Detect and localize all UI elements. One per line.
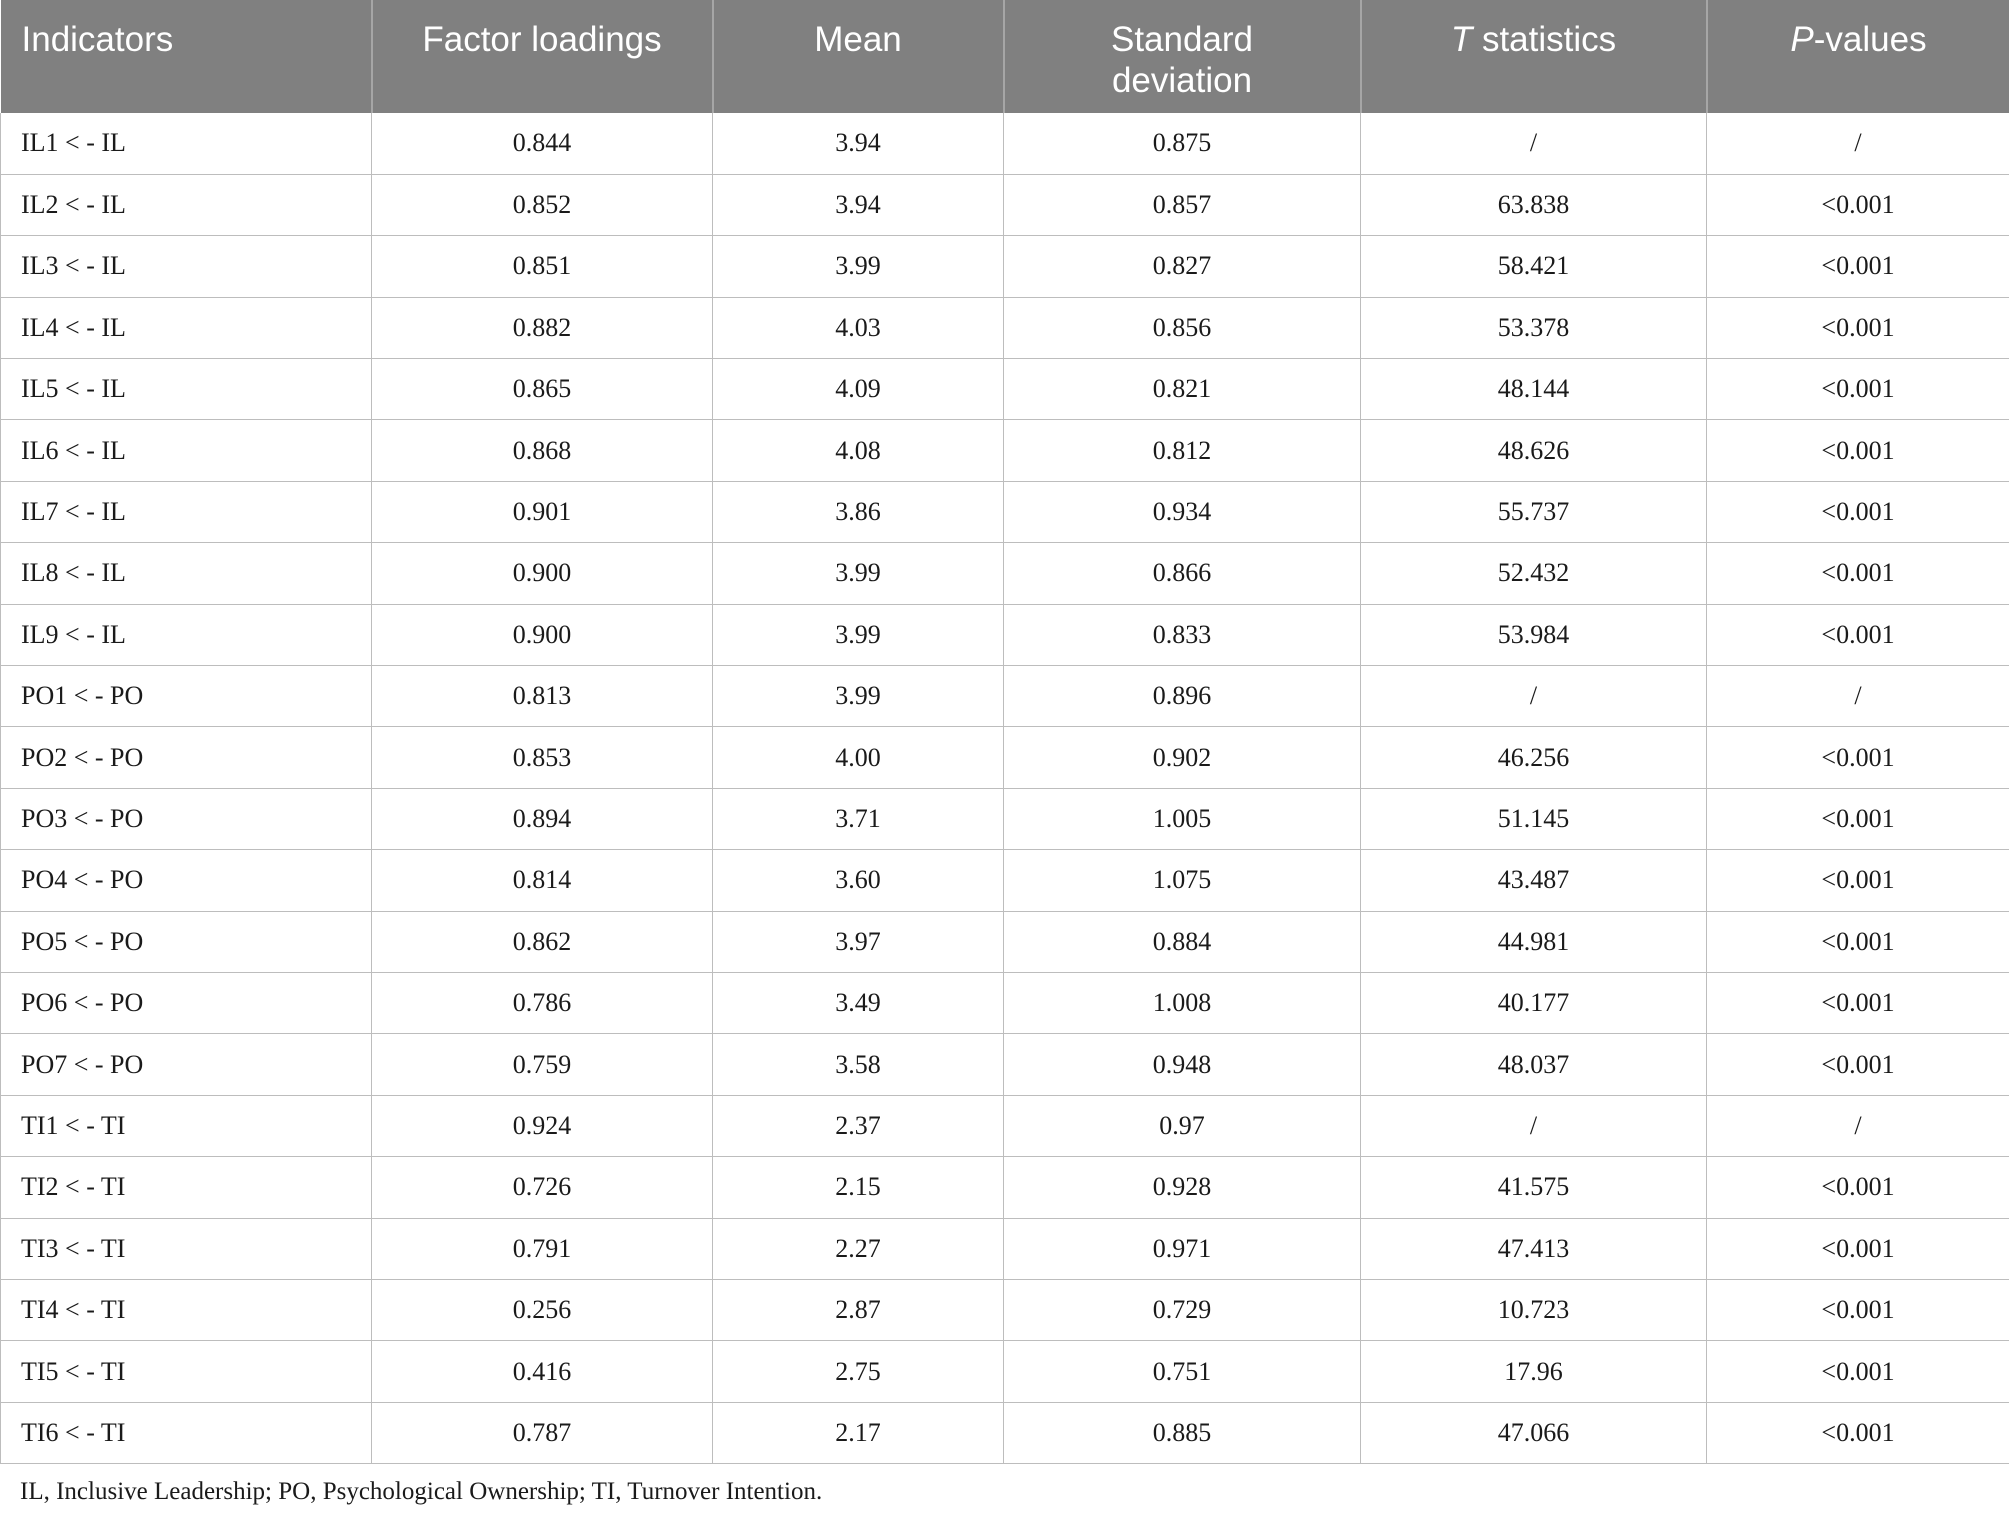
- t-statistic-cell: 17.96: [1361, 1341, 1707, 1402]
- mean-cell: 3.99: [713, 666, 1004, 727]
- table-row: [1, 666, 2009, 727]
- standard-deviation-cell: 1.075: [1004, 850, 1361, 911]
- header-factor-loadings: [372, 0, 713, 113]
- table-row: [1, 1218, 2009, 1279]
- indicator-cell: IL4 < - IL: [1, 297, 372, 358]
- indicator-cell: TI4 < - TI: [1, 1279, 372, 1340]
- factor-loading-cell: 0.786: [372, 972, 713, 1033]
- standard-deviation-cell: 0.885: [1004, 1402, 1361, 1463]
- indicator-cell: IL8 < - IL: [1, 543, 372, 604]
- table-row: [1, 604, 2009, 665]
- p-value-cell: /: [1707, 666, 2009, 727]
- table-row: [1, 727, 2009, 788]
- indicator-cell: TI6 < - TI: [1, 1402, 372, 1463]
- standard-deviation-cell: 0.971: [1004, 1218, 1361, 1279]
- table-row: [1, 236, 2009, 297]
- indicator-cell: PO3 < - PO: [1, 788, 372, 849]
- p-value-cell: <0.001: [1707, 420, 2009, 481]
- indicator-cell: PO5 < - PO: [1, 911, 372, 972]
- mean-cell: 3.94: [713, 113, 1004, 174]
- header-p-values: [1707, 0, 2009, 113]
- header-t-italic: T: [1450, 20, 1473, 59]
- mean-cell: 4.00: [713, 727, 1004, 788]
- table-row: [1, 1279, 2009, 1340]
- t-statistic-cell: 44.981: [1361, 911, 1707, 972]
- factor-loading-cell: 0.865: [372, 359, 713, 420]
- t-statistic-cell: 43.487: [1361, 850, 1707, 911]
- t-statistic-cell: 53.984: [1361, 604, 1707, 665]
- indicator-cell: IL9 < - IL: [1, 604, 372, 665]
- header-p-rest: -values: [1813, 20, 1927, 59]
- standard-deviation-cell: 0.729: [1004, 1279, 1361, 1340]
- indicator-cell: IL3 < - IL: [1, 236, 372, 297]
- factor-loading-cell: 0.844: [372, 113, 713, 174]
- standard-deviation-cell: 0.875: [1004, 113, 1361, 174]
- p-value-cell: <0.001: [1707, 174, 2009, 235]
- standard-deviation-cell: 0.827: [1004, 236, 1361, 297]
- t-statistic-cell: 58.421: [1361, 236, 1707, 297]
- mean-cell: 2.87: [713, 1279, 1004, 1340]
- p-value-cell: /: [1707, 1095, 2009, 1156]
- mean-cell: 3.86: [713, 481, 1004, 542]
- t-statistic-cell: /: [1361, 1095, 1707, 1156]
- header-standard-deviation: [1004, 0, 1361, 113]
- header-p-italic: P: [1790, 20, 1814, 59]
- p-value-cell: <0.001: [1707, 911, 2009, 972]
- factor-loading-cell: 0.900: [372, 604, 713, 665]
- mean-cell: 2.17: [713, 1402, 1004, 1463]
- mean-cell: 2.37: [713, 1095, 1004, 1156]
- table-row: [1, 1095, 2009, 1156]
- mean-cell: 2.27: [713, 1218, 1004, 1279]
- factor-loading-cell: 0.853: [372, 727, 713, 788]
- mean-cell: 3.99: [713, 236, 1004, 297]
- standard-deviation-cell: 0.751: [1004, 1341, 1361, 1402]
- standard-deviation-cell: 0.884: [1004, 911, 1361, 972]
- table-row: [1, 850, 2009, 911]
- t-statistic-cell: /: [1361, 113, 1707, 174]
- factor-loading-cell: 0.256: [372, 1279, 713, 1340]
- p-value-cell: <0.001: [1707, 604, 2009, 665]
- table-row: [1, 481, 2009, 542]
- mean-cell: 2.75: [713, 1341, 1004, 1402]
- factor-loading-cell: 0.814: [372, 850, 713, 911]
- indicator-cell: TI1 < - TI: [1, 1095, 372, 1156]
- p-value-cell: <0.001: [1707, 1034, 2009, 1095]
- standard-deviation-cell: 0.812: [1004, 420, 1361, 481]
- standard-deviation-cell: 1.005: [1004, 788, 1361, 849]
- mean-cell: 3.49: [713, 972, 1004, 1033]
- p-value-cell: <0.001: [1707, 1279, 2009, 1340]
- factor-loading-cell: 0.726: [372, 1157, 713, 1218]
- header-factor-loadings-label: Factor loadings: [422, 20, 662, 59]
- t-statistic-cell: 48.626: [1361, 420, 1707, 481]
- table-body: [1, 113, 2009, 1464]
- t-statistic-cell: /: [1361, 666, 1707, 727]
- standard-deviation-cell: 0.928: [1004, 1157, 1361, 1218]
- indicator-cell: IL6 < - IL: [1, 420, 372, 481]
- indicator-cell: IL2 < - IL: [1, 174, 372, 235]
- table-footnote: IL, Inclusive Leadership; PO, Psychological Ownership; TI, Turnover Intention.: [20, 1478, 823, 1505]
- p-value-cell: <0.001: [1707, 359, 2009, 420]
- t-statistic-cell: 10.723: [1361, 1279, 1707, 1340]
- header-mean-label: Mean: [814, 20, 902, 59]
- table-row: [1, 788, 2009, 849]
- indicator-cell: TI5 < - TI: [1, 1341, 372, 1402]
- indicator-cell: IL5 < - IL: [1, 359, 372, 420]
- t-statistic-cell: 63.838: [1361, 174, 1707, 235]
- table-row: [1, 420, 2009, 481]
- standard-deviation-cell: 0.866: [1004, 543, 1361, 604]
- mean-cell: 3.58: [713, 1034, 1004, 1095]
- p-value-cell: <0.001: [1707, 236, 2009, 297]
- standard-deviation-cell: 0.97: [1004, 1095, 1361, 1156]
- indicator-cell: PO4 < - PO: [1, 850, 372, 911]
- t-statistic-cell: 40.177: [1361, 972, 1707, 1033]
- indicator-cell: PO7 < - PO: [1, 1034, 372, 1095]
- table-row: [1, 297, 2009, 358]
- p-value-cell: <0.001: [1707, 1341, 2009, 1402]
- factor-loading-cell: 0.868: [372, 420, 713, 481]
- mean-cell: 3.99: [713, 543, 1004, 604]
- p-value-cell: <0.001: [1707, 543, 2009, 604]
- mean-cell: 3.97: [713, 911, 1004, 972]
- header-t-rest: statistics: [1472, 20, 1617, 59]
- t-statistic-cell: 48.144: [1361, 359, 1707, 420]
- t-statistic-cell: 48.037: [1361, 1034, 1707, 1095]
- factor-loading-cell: 0.759: [372, 1034, 713, 1095]
- indicator-cell: PO2 < - PO: [1, 727, 372, 788]
- table-row: [1, 1341, 2009, 1402]
- factor-loading-cell: 0.900: [372, 543, 713, 604]
- table-row: [1, 972, 2009, 1033]
- p-value-cell: <0.001: [1707, 481, 2009, 542]
- indicator-cell: PO1 < - PO: [1, 666, 372, 727]
- p-value-cell: <0.001: [1707, 788, 2009, 849]
- header-indicators: [1, 0, 372, 113]
- table-row: [1, 911, 2009, 972]
- table-row: [1, 1402, 2009, 1463]
- standard-deviation-cell: 0.934: [1004, 481, 1361, 542]
- t-statistic-cell: 47.066: [1361, 1402, 1707, 1463]
- t-statistic-cell: 53.378: [1361, 297, 1707, 358]
- header-mean: [713, 0, 1004, 113]
- mean-cell: 2.15: [713, 1157, 1004, 1218]
- factor-loading-cell: 0.787: [372, 1402, 713, 1463]
- standard-deviation-cell: 0.948: [1004, 1034, 1361, 1095]
- table-row: [1, 174, 2009, 235]
- factor-loading-cell: 0.862: [372, 911, 713, 972]
- standard-deviation-cell: 0.902: [1004, 727, 1361, 788]
- t-statistic-cell: 51.145: [1361, 788, 1707, 849]
- factor-loading-cell: 0.791: [372, 1218, 713, 1279]
- t-statistic-cell: 47.413: [1361, 1218, 1707, 1279]
- indicator-cell: IL1 < - IL: [1, 113, 372, 174]
- factor-loading-cell: 0.894: [372, 788, 713, 849]
- p-value-cell: <0.001: [1707, 972, 2009, 1033]
- mean-cell: 4.03: [713, 297, 1004, 358]
- table-header: [1, 0, 2009, 113]
- factor-loading-cell: 0.924: [372, 1095, 713, 1156]
- table-row: [1, 359, 2009, 420]
- t-statistic-cell: 55.737: [1361, 481, 1707, 542]
- standard-deviation-cell: 0.857: [1004, 174, 1361, 235]
- header-t-statistics: [1361, 0, 1707, 113]
- p-value-cell: <0.001: [1707, 727, 2009, 788]
- factor-loading-cell: 0.416: [372, 1341, 713, 1402]
- factor-loading-cell: 0.813: [372, 666, 713, 727]
- header-sd-line2: deviation: [1111, 61, 1253, 100]
- standard-deviation-cell: 0.896: [1004, 666, 1361, 727]
- mean-cell: 3.94: [713, 174, 1004, 235]
- mean-cell: 3.71: [713, 788, 1004, 849]
- mean-cell: 4.09: [713, 359, 1004, 420]
- p-value-cell: <0.001: [1707, 1402, 2009, 1463]
- indicator-cell: TI2 < - TI: [1, 1157, 372, 1218]
- table-row: [1, 113, 2009, 174]
- standard-deviation-cell: 0.833: [1004, 604, 1361, 665]
- standard-deviation-cell: 0.821: [1004, 359, 1361, 420]
- indicator-cell: IL7 < - IL: [1, 481, 372, 542]
- t-statistic-cell: 46.256: [1361, 727, 1707, 788]
- p-value-cell: <0.001: [1707, 1157, 2009, 1218]
- p-value-cell: <0.001: [1707, 1218, 2009, 1279]
- t-statistic-cell: 52.432: [1361, 543, 1707, 604]
- p-value-cell: <0.001: [1707, 297, 2009, 358]
- factor-loading-cell: 0.882: [372, 297, 713, 358]
- p-value-cell: /: [1707, 113, 2009, 174]
- indicator-cell: TI3 < - TI: [1, 1218, 372, 1279]
- header-sd-line1: Standard: [1110, 20, 1254, 59]
- table-row: [1, 543, 2009, 604]
- mean-cell: 3.99: [713, 604, 1004, 665]
- mean-cell: 4.08: [713, 420, 1004, 481]
- p-value-cell: <0.001: [1707, 850, 2009, 911]
- factor-loading-cell: 0.901: [372, 481, 713, 542]
- table-row: [1, 1034, 2009, 1095]
- header-row: [1, 0, 2009, 113]
- standard-deviation-cell: 1.008: [1004, 972, 1361, 1033]
- mean-cell: 3.60: [713, 850, 1004, 911]
- t-statistic-cell: 41.575: [1361, 1157, 1707, 1218]
- factor-loading-cell: 0.852: [372, 174, 713, 235]
- standard-deviation-cell: 0.856: [1004, 297, 1361, 358]
- indicator-cell: PO6 < - PO: [1, 972, 372, 1033]
- table-row: [1, 1157, 2009, 1218]
- header-indicators-label: Indicators: [21, 20, 174, 59]
- factor-loading-cell: 0.851: [372, 236, 713, 297]
